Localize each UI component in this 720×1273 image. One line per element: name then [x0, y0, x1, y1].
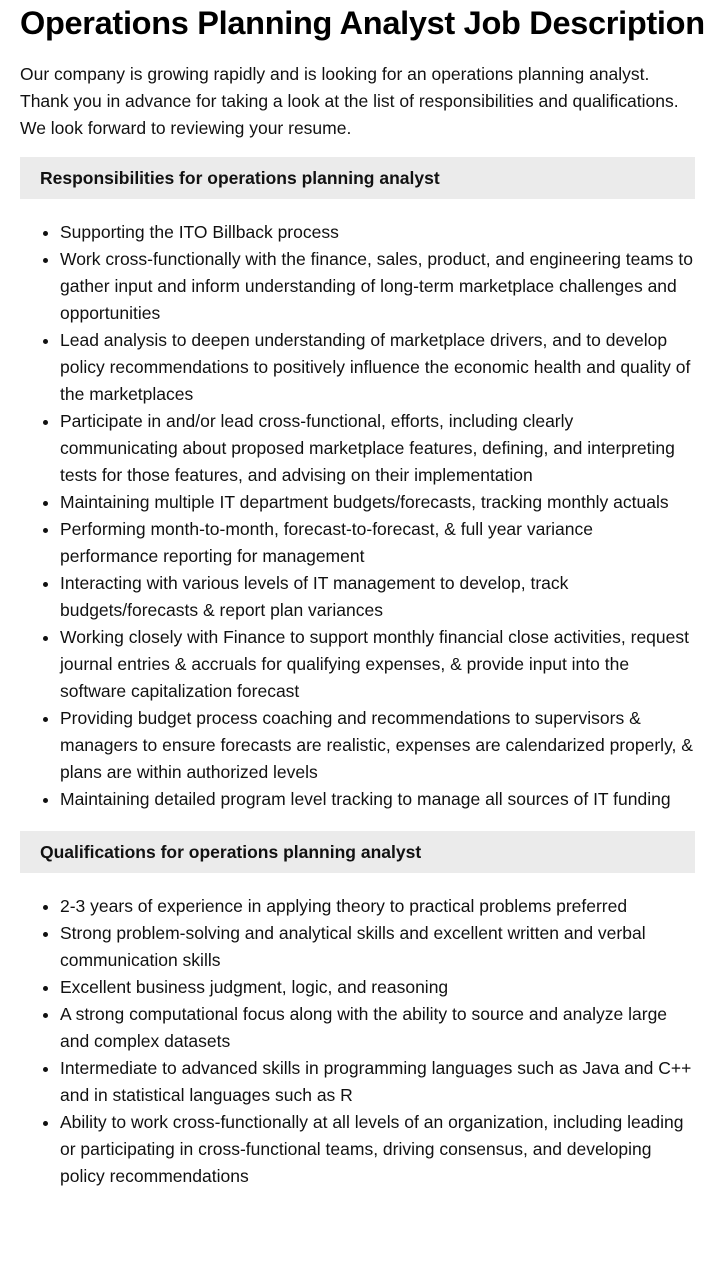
list-item: • Excellent business judgment, logic, and reasoning: [60, 974, 695, 1001]
qualifications-heading: Qualifications for operations planning analyst: [20, 831, 695, 873]
list-item: • Participate in and/or lead cross-functional, efforts, including clearly communicating about proposed marketplace features, defining, and interpreting tests for those features, and advising on their implementation: [60, 408, 695, 489]
list-item: • Interacting with various levels of IT management to develop, track budgets/forecasts & report plan variances: [60, 570, 695, 624]
qualifications-list: [20, 893, 695, 1190]
list-item: • Ability to work cross-functionally at all levels of an organization, including leading or participating in cross-functional teams, driving consensus, and developing policy recommendations: [60, 1109, 695, 1190]
responsibilities-heading: Responsibilities for operations planning analyst: [20, 157, 695, 199]
list-item: • A strong computational focus along with the ability to source and analyze large and complex datasets: [60, 1001, 695, 1055]
list-item: • Working closely with Finance to support monthly financial close activities, request journal entries & accruals for qualifying expenses, & provide input into the software capitalization forecast: [60, 624, 695, 705]
list-item: • Lead analysis to deepen understanding of marketplace drivers, and to develop policy recommendations to positively influence the economic health and quality of the marketplaces: [60, 327, 695, 408]
list-item: • Strong problem-solving and analytical skills and excellent written and verbal communication skills: [60, 920, 695, 974]
list-item: • Supporting the ITO Billback process: [60, 219, 695, 246]
list-item: • Maintaining detailed program level tracking to manage all sources of IT funding: [60, 786, 695, 813]
intro-paragraph: Our company is growing rapidly and is looking for an operations planning analyst. Thank you in advance for taking a look at the list of responsibilities and qualifications. We look forward to reviewing your resume.: [20, 64, 679, 138]
list-item: • Performing month-to-month, forecast-to-forecast, & full year variance performance reporting for management: [60, 516, 695, 570]
list-item: • Maintaining multiple IT department budgets/forecasts, tracking monthly actuals: [60, 489, 695, 516]
list-item: • Intermediate to advanced skills in programming languages such as Java and C++ and in statistical languages such as R: [60, 1055, 695, 1109]
list-item: • 2-3 years of experience in applying theory to practical problems preferred: [60, 893, 695, 920]
page-title: Operations Planning Analyst Job Description: [20, 5, 705, 41]
list-item: • Work cross-functionally with the finance, sales, product, and engineering teams to gather input and inform understanding of long-term marketplace challenges and opportunities: [60, 246, 695, 327]
responsibilities-list: [20, 219, 695, 813]
list-item: • Providing budget process coaching and recommendations to supervisors & managers to ensure forecasts are realistic, expenses are calendarized properly, & plans are within authorized levels: [60, 705, 695, 786]
